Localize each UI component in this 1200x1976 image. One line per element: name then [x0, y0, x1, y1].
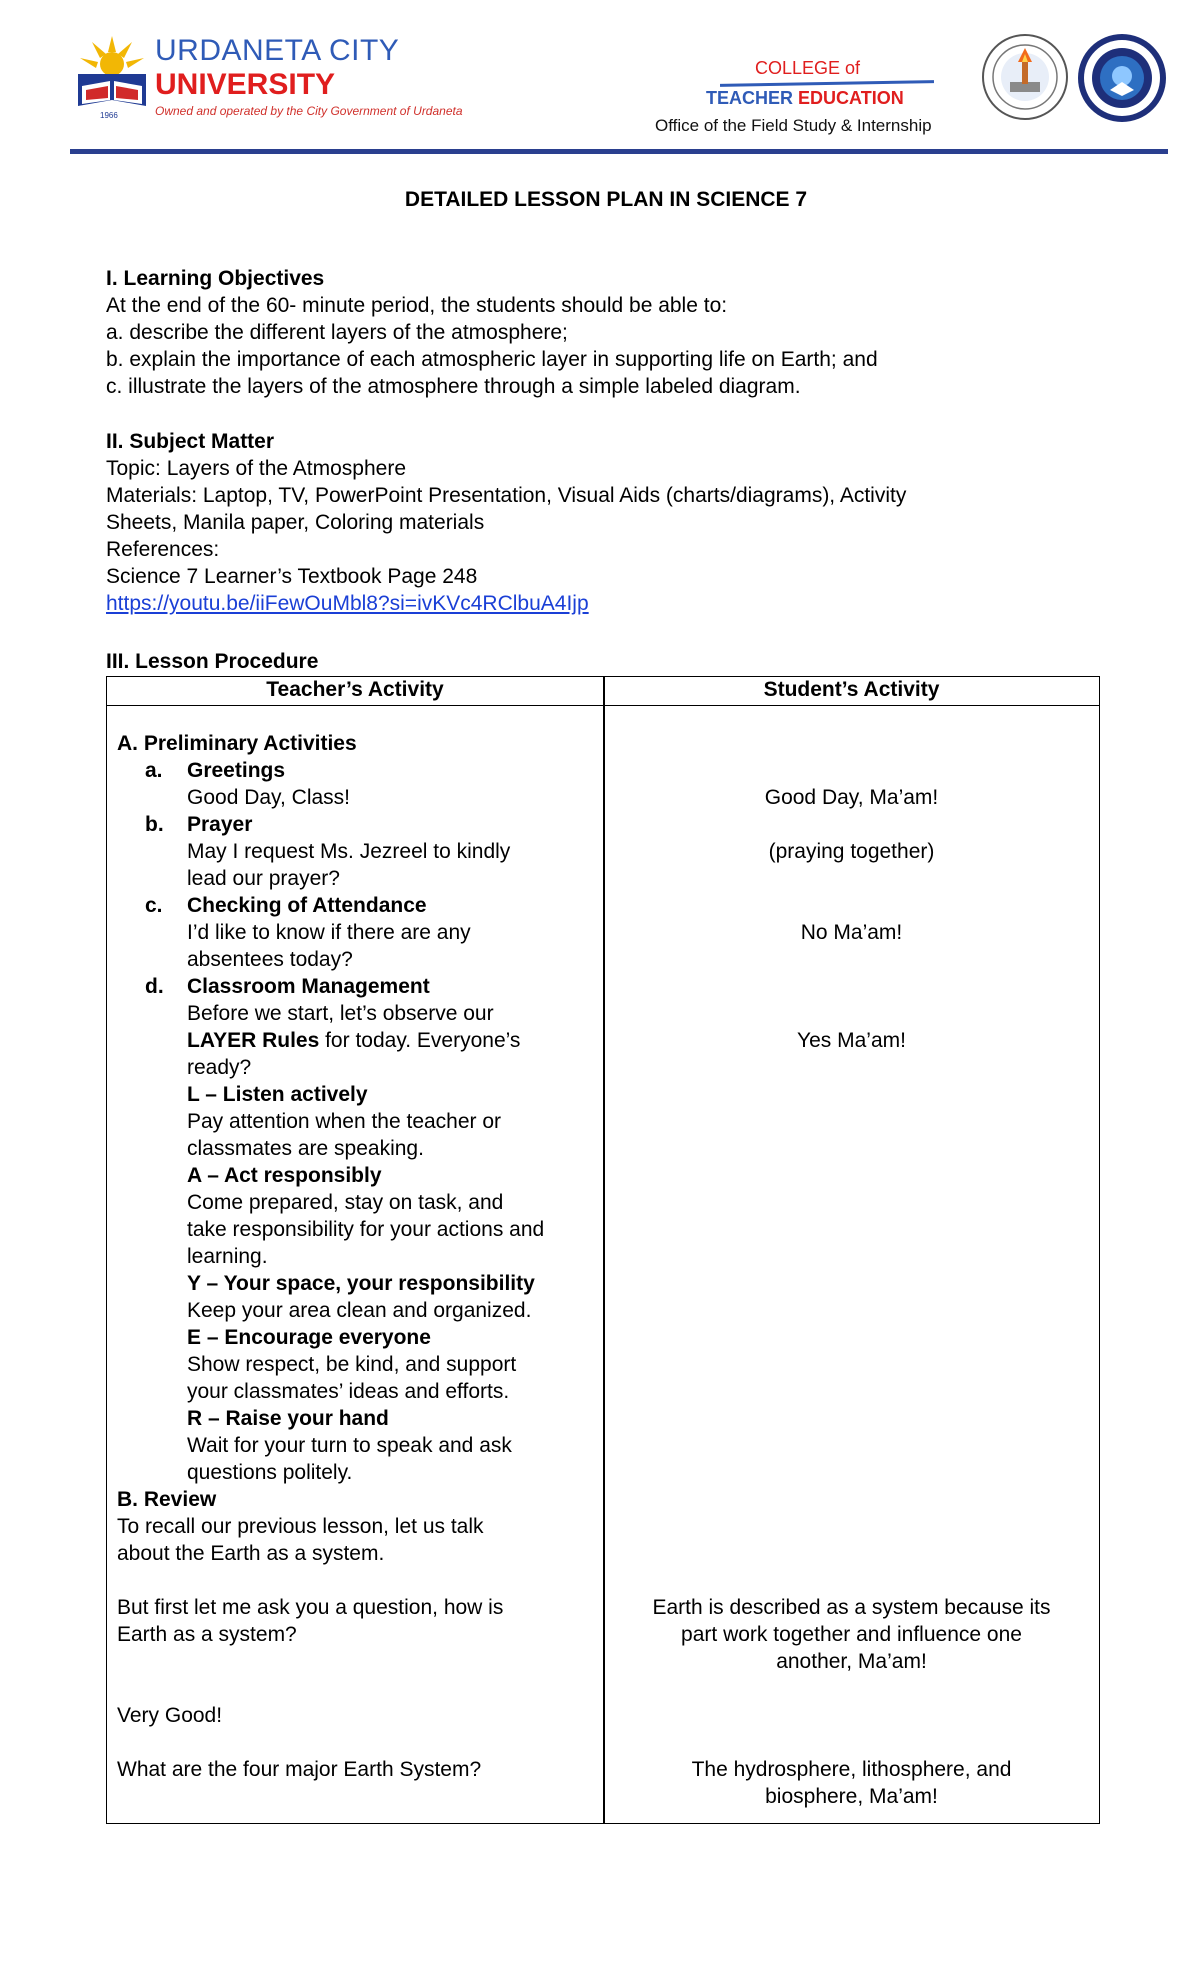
topic-line: Topic: Layers of the Atmosphere	[106, 457, 406, 480]
prelim-heading: A. Preliminary Activities	[117, 732, 357, 755]
rule-title: A – Act responsibly	[187, 1164, 382, 1187]
university-logo	[72, 28, 152, 122]
college-underline	[720, 80, 934, 87]
attendance-text-2: absentees today?	[187, 948, 353, 971]
greetings-label: Greetings	[187, 759, 286, 782]
prayer-student-response: (praying together)	[768, 840, 935, 863]
rule-line: Come prepared, stay on task, and	[187, 1191, 504, 1214]
header-divider	[70, 149, 1168, 154]
management-label: Classroom Management	[187, 975, 430, 998]
university-name-line-2: UNIVERSITY	[155, 68, 336, 101]
management-text-2	[187, 1027, 520, 1054]
attendance-label: Checking of Attendance	[187, 894, 427, 917]
college-label: COLLEGE of	[755, 58, 861, 78]
objectives-intro: At the end of the 60- minute period, the students should be able to:	[106, 294, 728, 317]
review-heading: B. Review	[117, 1488, 217, 1511]
rule-title: Y – Your space, your responsibility	[187, 1272, 535, 1295]
rule-line: your classmates’ ideas and efforts.	[187, 1380, 510, 1403]
management-text-3: ready?	[187, 1056, 252, 1079]
review-question-2: What are the four major Earth System?	[117, 1758, 482, 1781]
rule-title: R – Raise your hand	[187, 1407, 389, 1430]
prayer-letter: b.	[145, 813, 164, 836]
greetings-student-response: Good Day, Ma’am!	[764, 786, 939, 809]
objective-item: b. explain the importance of each atmospheric layer in supporting life on Earth; and	[106, 348, 878, 371]
office-name: Office of the Field Study & Internship	[655, 116, 932, 135]
prayer-text-2: lead our prayer?	[187, 867, 340, 890]
rule-line: Pay attention when the teacher or	[187, 1110, 502, 1133]
management-text-2-rest: for today. Everyone’s	[319, 1029, 521, 1052]
review-intro-2: about the Earth as a system.	[117, 1542, 385, 1565]
university-tagline: Owned and operated by the City Government of Urdaneta	[155, 104, 463, 118]
college-name	[706, 88, 904, 109]
greetings-text: Good Day, Class!	[187, 786, 351, 809]
rule-line: Wait for your turn to speak and ask	[187, 1434, 512, 1457]
review-question-1-line-1: But first let me ask you a question, how is	[117, 1596, 504, 1619]
procedure-heading: III. Lesson Procedure	[106, 650, 319, 673]
student-activity-header: Student’s Activity	[763, 678, 940, 701]
greetings-letter: a.	[145, 759, 163, 782]
layer-rules-emphasis: LAYER Rules	[187, 1029, 320, 1052]
document-title: DETAILED LESSON PLAN IN SCIENCE 7	[404, 188, 808, 211]
teacher-activity-header: Teacher’s Activity	[266, 678, 444, 701]
rule-line: Show respect, be kind, and support	[187, 1353, 517, 1376]
university-name-line-1: URDANETA CITY	[155, 34, 400, 67]
reference-textbook: Science 7 Learner’s Textbook Page 248	[106, 565, 478, 588]
letterhead	[0, 0, 1200, 160]
rule-line: Keep your area clean and organized.	[187, 1299, 532, 1322]
review-answer-1-line-3: another, Ma’am!	[776, 1650, 927, 1673]
review-intro-1: To recall our previous lesson, let us talk	[117, 1515, 484, 1538]
management-letter: d.	[145, 975, 164, 998]
college-name-part-1: TEACHER	[706, 88, 794, 108]
rule-line: classmates are speaking.	[187, 1137, 424, 1160]
college-name-part-2: EDUCATION	[798, 88, 904, 108]
objectives-heading: I. Learning Objectives	[106, 267, 325, 290]
review-question-1-line-2: Earth as a system?	[117, 1623, 297, 1646]
prayer-text-1: May I request Ms. Jezreel to kindly	[187, 840, 511, 863]
materials-line-1: Materials: Laptop, TV, PowerPoint Presentation, Visual Aids (charts/diagrams), Activity	[106, 484, 907, 507]
attendance-text-1: I’d like to know if there are any	[187, 921, 471, 944]
rule-title: L – Listen actively	[187, 1083, 368, 1106]
attendance-letter: c.	[145, 894, 163, 917]
review-answer-1-line-2: part work together and influence one	[681, 1623, 1022, 1646]
lesson-procedure-table	[106, 676, 1100, 1824]
references-label: References:	[106, 538, 220, 561]
field-study-office-seal-icon	[1076, 32, 1168, 124]
management-student-response: Yes Ma’am!	[797, 1029, 906, 1052]
rule-title: E – Encourage everyone	[187, 1326, 431, 1349]
review-answer-2-line-2: biosphere, Ma’am!	[765, 1785, 938, 1808]
review-praise: Very Good!	[117, 1704, 223, 1727]
attendance-student-response: No Ma’am!	[800, 921, 903, 944]
rule-line: learning.	[187, 1245, 268, 1268]
review-answer-2-line-1: The hydrosphere, lithosphere, and	[691, 1758, 1012, 1781]
management-text-1: Before we start, let’s observe our	[187, 1002, 494, 1025]
objective-item: a. describe the different layers of the atmosphere;	[106, 321, 568, 344]
materials-line-2: Sheets, Manila paper, Coloring materials	[106, 511, 485, 534]
prayer-label: Prayer	[187, 813, 253, 836]
rule-line: questions politely.	[187, 1461, 353, 1484]
rule-line: take responsibility for your actions and	[187, 1218, 545, 1241]
university-seal-icon	[980, 32, 1070, 122]
reference-video-link[interactable]: https://youtu.be/iiFewOuMbl8?si=ivKVc4RClbuA4Ijp	[106, 592, 589, 615]
review-answer-1-line-1: Earth is described as a system because its	[652, 1596, 1051, 1619]
svg-text:1966: 1966	[100, 111, 118, 120]
subject-matter-heading: II. Subject Matter	[106, 430, 275, 453]
objective-item: c. illustrate the layers of the atmosphere through a simple labeled diagram.	[106, 375, 801, 398]
